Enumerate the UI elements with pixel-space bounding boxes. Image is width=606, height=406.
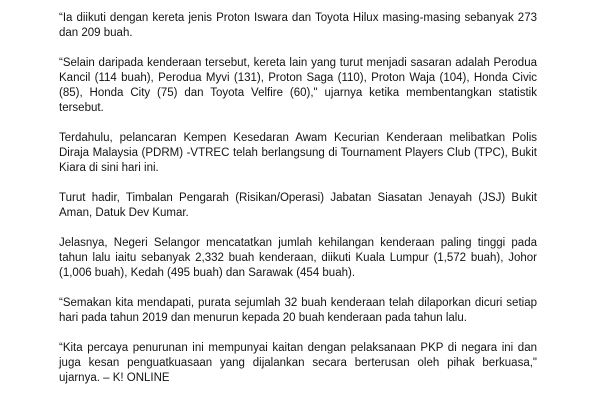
article-text	[59, 11, 537, 386]
article-paragraph: Jelasnya, Negeri Selangor mencatatkan jumlah kehilangan kenderaan paling tinggi pada tahun lalu iaitu sebanyak 2,332 buah kenderaan, diikuti Kuala Lumpur (1,572 buah), Johor (1,006 buah), Kedah (495 buah) dan Sarawak (454 buah).	[59, 237, 537, 279]
article-paragraph: Turut hadir, Timbalan Pengarah (Risikan/Operasi) Jabatan Siasatan Jenayah (JSJ) Bukit Aman, Datuk Dev Kumar.	[59, 192, 537, 219]
article-paragraph: “Kita percaya penurunan ini mempunyai kaitan dengan pelaksanaan PKP di negara ini dan juga kesan penguatkuasaan yang dijalankan secara berterusan oleh pihak berkuasa," ujarnya. – K! ONLINE	[59, 342, 537, 384]
article-paragraph: “Ia diikuti dengan kereta jenis Proton Iswara dan Toyota Hilux masing-masing sebanyak 273 dan 209 buah.	[59, 12, 537, 39]
article-paragraph: “Semakan kita mendapati, purata sejumlah 32 buah kenderaan telah dilaporkan dicuri setiap hari pada tahun 2019 dan menurun kepada 20 buah kenderaan pada tahun lalu.	[59, 297, 537, 324]
article-paragraph: “Selain daripada kenderaan tersebut, kereta lain yang turut menjadi sasaran adalah Perodua Kancil (114 buah), Perodua Myvi (131), Proton Saga (110), Proton Waja (104), Honda Civic (85), Honda City (75) dan Toyota Velfire (60)," ujarnya ketika membentangkan statistik tersebut.	[59, 57, 537, 114]
article-paragraph: Terdahulu, pelancaran Kempen Kesedaran Awam Kecurian Kenderaan melibatkan Polis Diraja Malaysia (PDRM) -VTREC telah berlangsung di Tournament Players Club (TPC), Bukit Kiara di sini hari ini.	[59, 132, 537, 174]
